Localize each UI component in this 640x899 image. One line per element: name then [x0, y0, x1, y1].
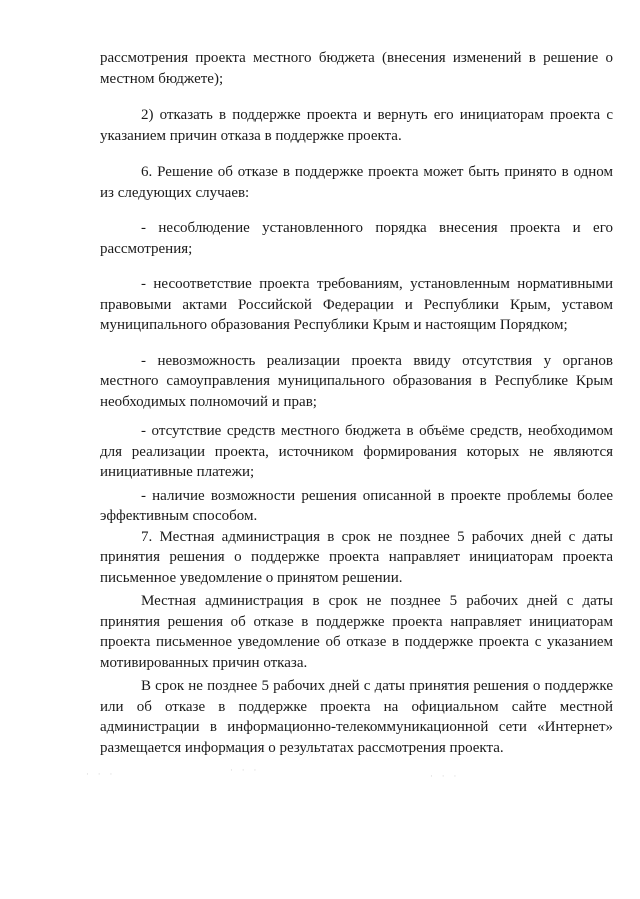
paragraph-continuation: рассмотрения проекта местного бюджета (внесения изменений в решение о местном бюджете);: [100, 50, 613, 87]
paragraph-refusal-notice: Местная администрация в срок не позднее 5 рабочих дней с даты принятия решения об отказе в поддержке проекта направляет инициаторам проекта письменное уведомление об отказе в поддержке проекта с указанием мотивированных причин отказа.: [100, 593, 613, 671]
scan-noise: · · ·: [430, 772, 460, 782]
scan-noise: · · ·: [86, 770, 116, 780]
list-item-noncompliance: - несоответствие проекта требованиям, установленным нормативными правовыми актами Российской Федерации и Республики Крым, уставом муниципального образования Республики Крым и настоящим Порядком;: [100, 276, 613, 333]
paragraph-clause-6: 6. Решение об отказе в поддержке проекта может быть принято в одном из следующих случаев:: [100, 164, 613, 201]
list-item-better-solution: - наличие возможности решения описанной в проекте проблемы более эффективным способом.: [100, 487, 613, 524]
paragraph-item-2: 2) отказать в поддержке проекта и вернуть его инициаторам проекта с указанием причин отказа в поддержке проекта.: [100, 107, 613, 144]
scan-noise: · · ·: [230, 766, 260, 776]
paragraph-clause-7: 7. Местная администрация в срок не позднее 5 рабочих дней с даты принятия решения о поддержке проекта направляет инициаторам проекта письменное уведомление о принятом решении.: [100, 528, 613, 586]
document-body: [100, 48, 613, 758]
list-item-nonobservance: - несоблюдение установленного порядка внесения проекта и его рассмотрения;: [100, 220, 613, 257]
list-item-impossibility: - невозможность реализации проекта ввиду отсутствия у органов местного самоуправления муниципального образования в Республике Крым необходимых полномочий и прав;: [100, 352, 613, 410]
paragraph-publication: В срок не позднее 5 рабочих дней с даты принятия решения о поддержке или об отказе в поддержке проекта на официальном сайте местной администрации в информационно-телекоммуникационной сети «Интернет» размещается информация о результатах рассмотрения проекта.: [100, 678, 613, 756]
list-item-no-funds: - отсутствие средств местного бюджета в объёме средств, необходимом для реализации проекта, источником формирования которых не являются инициативные платежи;: [100, 423, 613, 480]
